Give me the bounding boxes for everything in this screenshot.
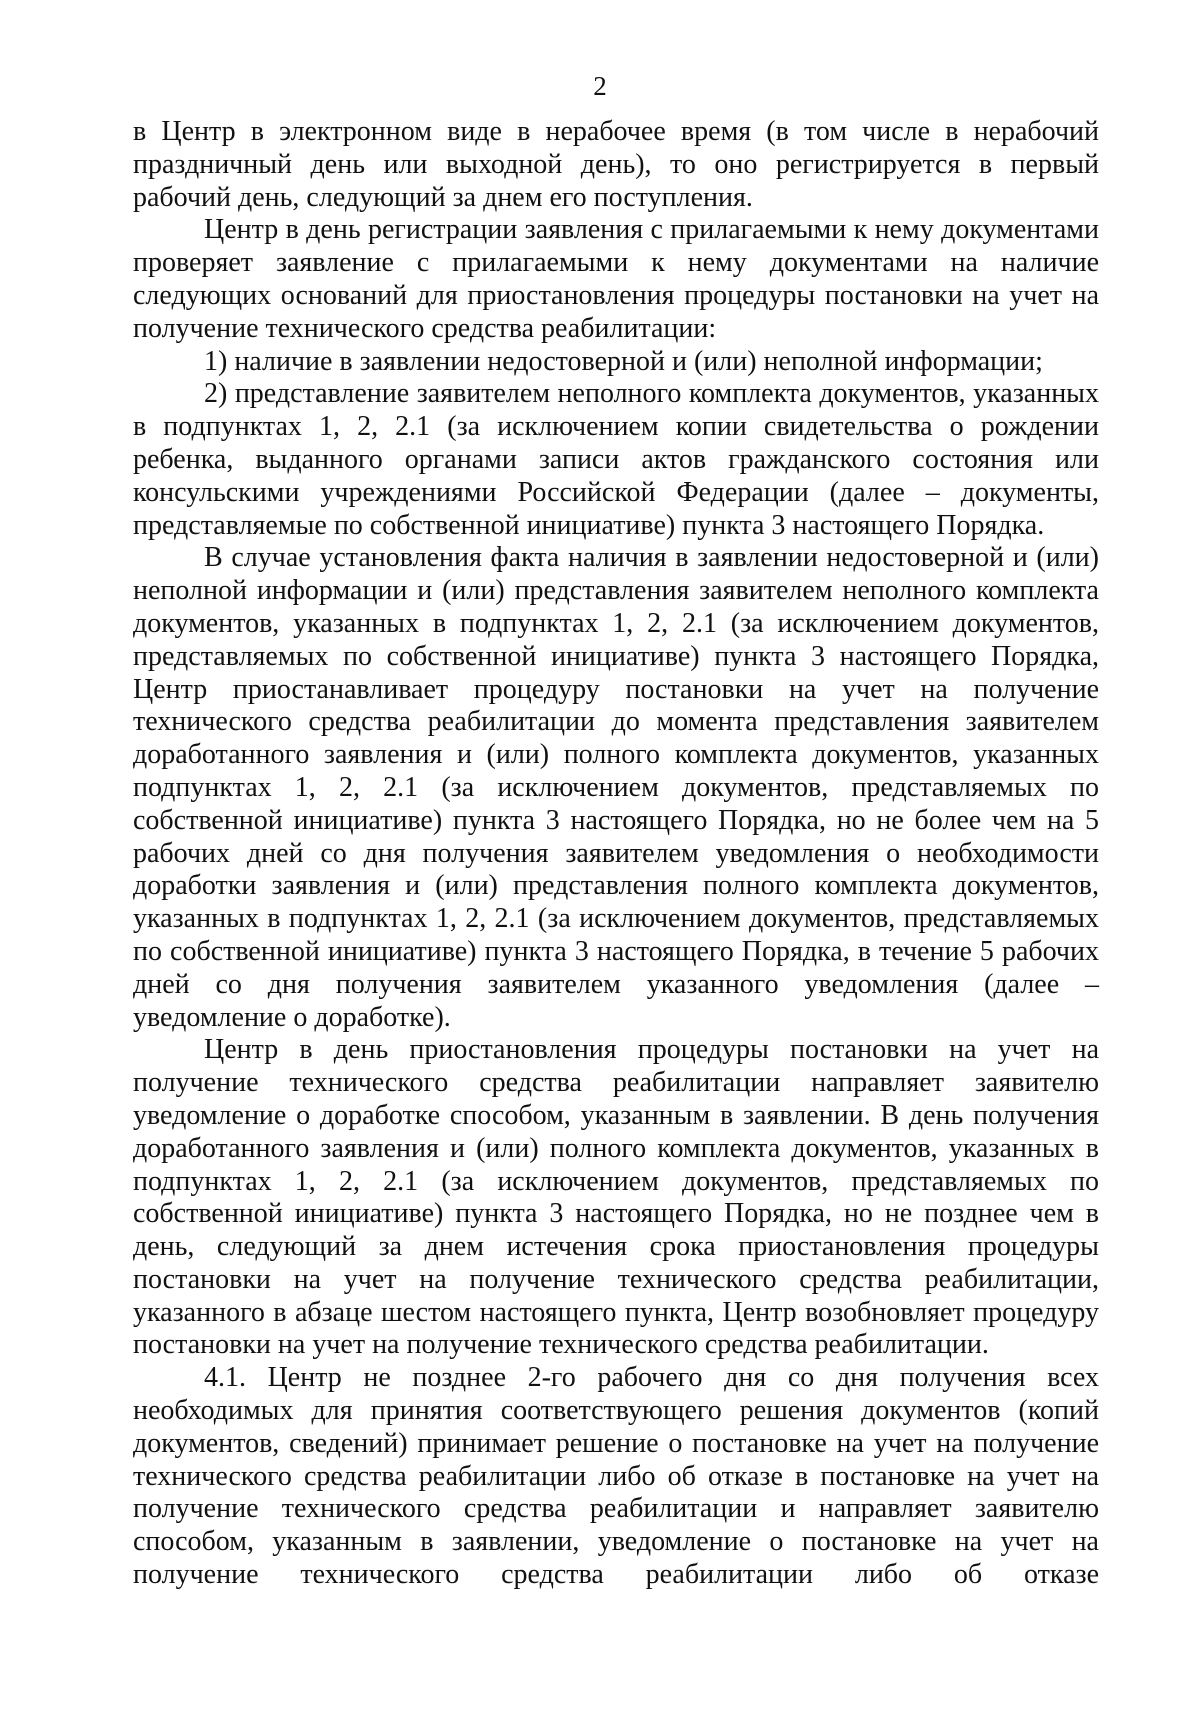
paragraph-notification: Центр в день приостановления процедуры постановки на учет на получение технического средства реабилитации направляет заявителю уведомление о доработке способом, указанным в заявлении. В день получения доработанного заявления и (или) полного комплекта документов, указанных в подпунктах 1, 2, 2.1 (за исключением документов, представляемых по собственной инициативе) пункта 3 настоящего Порядка, но не позднее чем в день, следующий за днем истечения срока приостановления процедуры постановки на учет на получение технического средства реабилитации, указанного в абзаце шестом настоящего пункта, Центр возобновляет процедуру постановки на учет на получение технического средства реабилитации. [133, 1034, 1099, 1361]
list-item-1: 1) наличие в заявлении недостоверной и (или) неполной информации; [204, 345, 1043, 377]
paragraph-suspension: В случае установления факта наличия в заявлении недостоверной и (или) неполной информации и (или) представления заявителем неполного комплекта документов, указанных в подпунктах 1, 2, 2.1 (за исключением документов, представляемых по собственной инициативе) пункта 3 настоящего Порядка, Центр приостанавливает процедуру постановки на учет на получение технического средства реабилитации до момента представления заявителем доработанного заявления и (или) полного комплекта документов, указанных подпунктах 1, 2, 2.1 (за исключением документов, представляемых по собственной инициативе) пункта 3 настоящего Порядка, но не более чем на 5 рабочих дней со дня получения заявителем уведомления о необходимости доработки заявления и (или) представления полного комплекта документов, указанных в подпунктах 1, 2, 2.1 (за исключением документов, представляемых по собственной инициативе) пункта 3 настоящего Порядка, в течение 5 рабочих дней со дня получения заявителем указанного уведомления (далее – уведомление о доработке). [133, 542, 1099, 1033]
paragraph-verification: Центр в день регистрации заявления с прилагаемыми к нему документами проверяет заявление с прилагаемыми к нему документами на наличие следующих оснований для приостановления процедуры постановки на учет на получение технического средства реабилитации: [133, 214, 1099, 344]
list-item-2: 2) представление заявителем неполного комплекта документов, указанных в подпунктах 1, 2, 2.1 (за исключением копии свидетельства о рождении ребенка, выданного органами записи актов гражданского состояния или консульскими учреждениями Российской Федерации (далее – документы, представляемые по собственной инициативе) пункта 3 настоящего Порядка. [133, 378, 1099, 541]
document-body [133, 116, 1099, 1592]
paragraph-continuation: в Центр в электронном виде в нерабочее время (в том числе в нерабочий праздничный день или выходной день), то оно регистрируется в первый рабочий день, следующий за днем его поступления. [133, 116, 1099, 213]
page-number: 2 [593, 71, 607, 101]
paragraph-4-1: 4.1. Центр не позднее 2-го рабочего дня со дня получения всех необходимых для принятия соответствующего решения документов (копий документов, сведений) принимает решение о постановке на учет на получение технического средства реабилитации либо об отказе в постановке на учет на получение технического средства реабилитации и направляет заявителю способом, указанным в заявлении, уведомление о постановке на учет на получение технического средства реабилитации либо об отказе [133, 1362, 1099, 1591]
